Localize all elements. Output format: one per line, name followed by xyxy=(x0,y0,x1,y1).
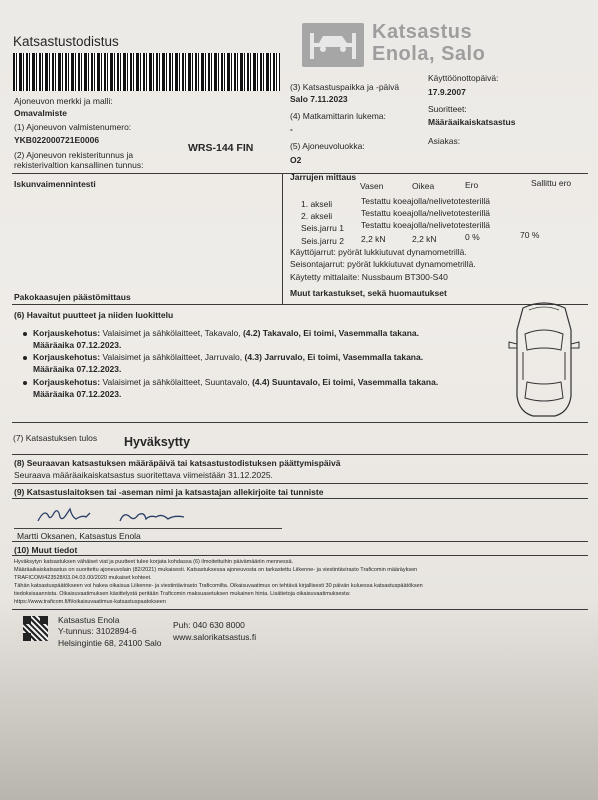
qr-code-icon xyxy=(23,616,48,641)
defect-deadline: Määräaika 07.12.2023. xyxy=(33,364,122,374)
bullet xyxy=(23,332,27,336)
intro-date-label: Käyttöönottopäivä: xyxy=(428,73,499,83)
result-value: Hyväksytty xyxy=(124,435,191,449)
divider xyxy=(12,422,588,423)
make-value: Omavalmiste xyxy=(14,108,67,118)
document-title: Katsastustodistus xyxy=(13,34,119,49)
place-label: (3) Katsastuspaikka ja -päivä xyxy=(290,82,400,92)
brakes-header-allowed: Sallittu ero xyxy=(531,178,572,188)
vehicle-class-label: (5) Ajoneuvoluokka: xyxy=(290,141,365,151)
registration-value: WRS-144 FIN xyxy=(188,142,254,154)
divider xyxy=(282,173,283,305)
odometer-label: (4) Matkamittarin lukema: xyxy=(290,111,386,121)
brake-row-label: Seis.jarru 2 xyxy=(301,236,344,246)
divider xyxy=(12,454,588,455)
footer-business-id: Y-tunnus: 3102894-6 xyxy=(58,626,137,636)
car-lift-logo-icon xyxy=(302,23,364,67)
defects-title: (6) Havaitut puutteet ja niiden luokittelu xyxy=(14,310,174,320)
vehicle-class-value: O2 xyxy=(290,155,302,165)
brake-allowed-value: 70 % xyxy=(520,230,540,240)
signer-name: Martti Oksanen, Katsastus Enola xyxy=(17,531,141,541)
brand-name-line1: Katsastus xyxy=(372,21,473,43)
vin-label: (1) Ajoneuvon valmistenumero: xyxy=(14,122,132,132)
signature-line xyxy=(14,528,282,529)
brand-name-line2: Enola, Salo xyxy=(372,43,486,65)
brake-diff-value: 0 % xyxy=(465,232,480,242)
intro-date-value: 17.9.2007 xyxy=(428,87,466,97)
brake-row-label: 1. akseli xyxy=(301,199,333,209)
bullet xyxy=(23,381,27,385)
brake-row-label: 2. akseli xyxy=(301,211,333,221)
defect-deadline: Määräaika 07.12.2023. xyxy=(33,340,122,350)
brake-note: Käyttöjarrut: pyörät lukkiutuvat dynamometrillä. xyxy=(290,247,467,257)
divider xyxy=(12,483,588,484)
divider xyxy=(12,609,588,610)
brake-row-value: Testattu koeajolla/nelivetotesterillä xyxy=(361,196,490,206)
brake-right-value: 2,2 kN xyxy=(412,234,437,244)
reg-label-1: (2) Ajoneuvon rekisteritunnus ja xyxy=(14,150,134,160)
next-inspection-label: (8) Seuraavan katsastuksen määräpäivä tai katsastustodistuksen päättymispäivä xyxy=(14,458,341,468)
signature xyxy=(34,505,194,529)
brakes-header-diff: Ero xyxy=(465,180,479,190)
other-checks-title: Muut tarkastukset, sekä huomautukset xyxy=(290,288,447,298)
brakes-title: Jarrujen mittaus xyxy=(290,172,357,182)
brake-row-value: Testattu koeajolla/nelivetotesterillä xyxy=(361,220,490,230)
brake-row-label: Seis.jarru 1 xyxy=(301,223,344,233)
defect-item: Korjauskehotus: Valaisimet ja sähkölaitteet, Suuntavalo, (4.4) Suuntavalo, Ei toimi, Vasemmalla takana. xyxy=(33,377,439,387)
shock-test-title: Iskunvaimennintesti xyxy=(14,179,96,189)
misc-title: (10) Muut tiedot xyxy=(14,545,78,555)
make-label: Ajoneuvon merkki ja malli: xyxy=(14,96,113,106)
vin-value: YKB022000721E0006 xyxy=(14,135,100,145)
car-diagram-icon xyxy=(505,300,583,420)
bullet xyxy=(23,356,27,360)
defect-deadline: Määräaika 07.12.2023. xyxy=(33,389,122,399)
footer-company: Katsastus Enola xyxy=(58,615,120,625)
signer-label: (9) Katsastuslaitoksen tai -aseman nimi ja katsastajan allekirjoite tai tunniste xyxy=(14,487,324,497)
odometer-value: - xyxy=(290,124,293,134)
defect-item: Korjauskehotus: Valaisimet ja sähkölaitteet, Jarruvalo, (4.3) Jarruvalo, Ei toimi, Vasemmalla takana. xyxy=(33,352,424,362)
fineprint-line: TRAFICOM/423528/03.04.03.00/2020 mukaiset kohteet. xyxy=(14,575,152,581)
reg-label-2: rekisterivaltion kansallinen tunnus: xyxy=(14,160,144,170)
fineprint-line: https://www.traficom.fi/fi/oikaisuvaatimus-katsastuspaatokseen xyxy=(14,599,166,605)
fineprint-line: tiedoksisaannista. Oikaisuvaatimuksen käsittelystä peritään Traficomin maksuasetuksen mukainen hinta. Lisätietoja oikaisuvaatimuksesta: xyxy=(14,591,351,597)
divider xyxy=(12,555,588,556)
footer-address: Helsingintie 68, 24100 Salo xyxy=(58,638,162,648)
emission-test-title: Pakokaasujen päästömittaus xyxy=(14,292,131,302)
fineprint-line: Määräaikaiskatsastus on suoritettu ajoneuvolain (82/2021) mukaisesti. Katsastuksessa ajoneuvosta on tarkastettu Liikenne- ja viestintävirasto Traficomin määräyksen xyxy=(14,567,418,573)
divider xyxy=(12,498,588,499)
divider xyxy=(12,541,588,542)
client-label: Asiakas: xyxy=(428,136,461,146)
fineprint-line: Hyväksytyn katsastuksen vähäiset viat ja puutteet tulee korjata kohdassa (6) ilmoitettuihin päivämääriin mennessä. xyxy=(14,559,294,565)
footer-phone: Puh: 040 630 8000 xyxy=(173,620,245,630)
footer-website: www.salorikatsastus.fi xyxy=(173,632,257,642)
fineprint-line: Tähän katsastuspäätökseen voi hakea oikaisua Liikenne- ja viestintävirasto Traficomilta. Oikaisuvaatimus on tehtävä kirjallisesti 30 päivän kuluessa katsastuspäätöksen xyxy=(14,583,423,589)
brake-note: Seisontajarrut: pyörät lukkiutuvat dynamometrillä. xyxy=(290,259,476,269)
tasks-label: Suoritteet: xyxy=(428,104,467,114)
brakes-header-left: Vasen xyxy=(360,181,384,191)
defect-item: Korjauskehotus: Valaisimet ja sähkölaitteet, Takavalo, (4.2) Takavalo, Ei toimi, Vasemmalla takana. xyxy=(33,328,420,338)
brake-note: Käytetty mittalaite: Nussbaum BT300-S40 xyxy=(290,272,448,282)
brakes-header-right: Oikea xyxy=(412,181,435,191)
place-value: Salo 7.11.2023 xyxy=(290,94,348,104)
result-label: (7) Katsastuksen tulos xyxy=(13,433,98,443)
divider xyxy=(12,304,588,305)
brake-left-value: 2,2 kN xyxy=(361,234,386,244)
tasks-value: Määräaikaiskatsastus xyxy=(428,117,516,127)
brake-row-value: Testattu koeajolla/nelivetotesterillä xyxy=(361,208,490,218)
next-inspection-value: Seuraava määräaikaiskatsastus suoritettava viimeistään 31.12.2025. xyxy=(14,470,273,480)
barcode xyxy=(13,53,280,91)
